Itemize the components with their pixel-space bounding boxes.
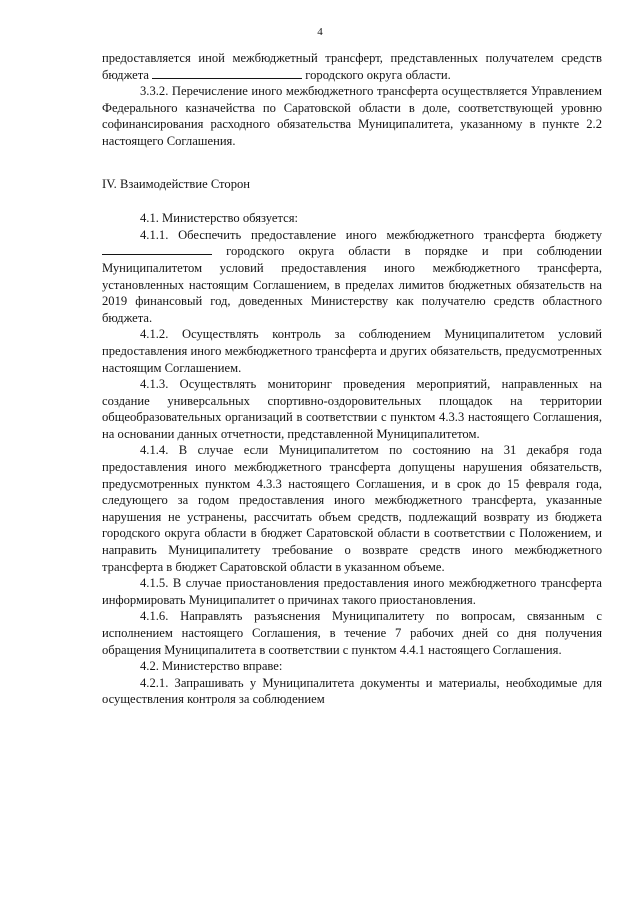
paragraph-4-1-2: 4.1.2. Осуществлять контроль за соблюдением Муниципалитетом условий предоставления иного межбюджетного трансферта и других обязательств, предусмотренных настоящим Соглашением. [102,327,602,375]
paragraph-4-1: 4.1. Министерство обязуется: [140,211,298,226]
paragraph-4-1-5: 4.1.5. В случае приостановления предоставления иного межбюджетного трансферта информировать Муниципалитет о причинах такого приостановления. [102,576,602,607]
blank-field [152,67,302,79]
paragraph-4-2-1: 4.2.1. Запрашивать у Муниципалитета документы и материалы, необходимые для осуществления контроля за соблюдением [102,675,602,707]
paragraph-4-1-1-text-a: 4.1.1. Обеспечить предоставление иного межбюджетного трансферта бюджету [140,227,602,242]
section-heading: IV. Взаимодействие Сторон [102,176,251,191]
paragraph-intro [102,50,602,83]
paragraph-4-1-3: 4.1.3. Осуществлять мониторинг проведения мероприятий, направленных на создание универсальных спортивно-оздоровительных площадок на территории общеобразовательных организаций в соответствии с пунктом 4.3.3 настоящего Соглашения, на основании данных отчетности, представленной Муниципалитетом. [102,377,602,441]
paragraph-4-1-1 [102,227,602,327]
paragraph-3-3-2: 3.3.2. Перечисление иного межбюджетного трансферта осуществляется Управлением Федерального казначейства по Саратовской области в доле, соответствующей уровню софинансирования расходного обязательства Муниципалитета, указанному в пункте 2.2 настоящего Соглашения. [102,84,602,148]
page-number: 4 [317,26,323,38]
paragraph-intro-text-b: городского округа области. [305,67,451,82]
document-body [102,50,602,708]
paragraph-4-1-4: 4.1.4. В случае если Муниципалитетом по состоянию на 31 декабря года предоставления иного межбюджетного трансферта допущены нарушения обязательств, предусмотренных пунктом 4.3.3 настоящего Соглашения, и в срок до 15 февраля года, следующего за годом предоставления иного межбюджетного трансферта, указанные нарушения не устранены, рассчитать объем средств, подлежащий возврату из бюджета городского округа области в бюджет Саратовской области в соответствии с Положением, и направить Муниципалитету требование о возврате средств иного межбюджетного трансферта в бюджет Саратовской области в указанном объеме. [102,443,602,574]
blank-field [102,243,212,255]
paragraph-4-1-1-text-b: городского округа области в порядке и при соблюдении Муниципалитетом условий предоставления иного межбюджетного трансферта, установленных настоящим Соглашением, в пределах лимитов бюджетных обязательств на 2019 финансовый год, доведенных Министерству как получателю средств областного бюджета. [102,244,602,325]
paragraph-intro-text-a: предоставляется иной межбюджетный трансферт, представленных получателем средств бюджета [102,51,602,82]
paragraph-4-2: 4.2. Министерство вправе: [140,659,283,674]
paragraph-4-1-6: 4.1.6. Направлять разъяснения Муниципалитету по вопросам, связанным с исполнением настоящего Соглашения, в течение 7 рабочих дней со дня получения обращения Муниципалитета в соответствии с пунктом 4.4.1 настоящего Соглашения. [102,609,602,657]
